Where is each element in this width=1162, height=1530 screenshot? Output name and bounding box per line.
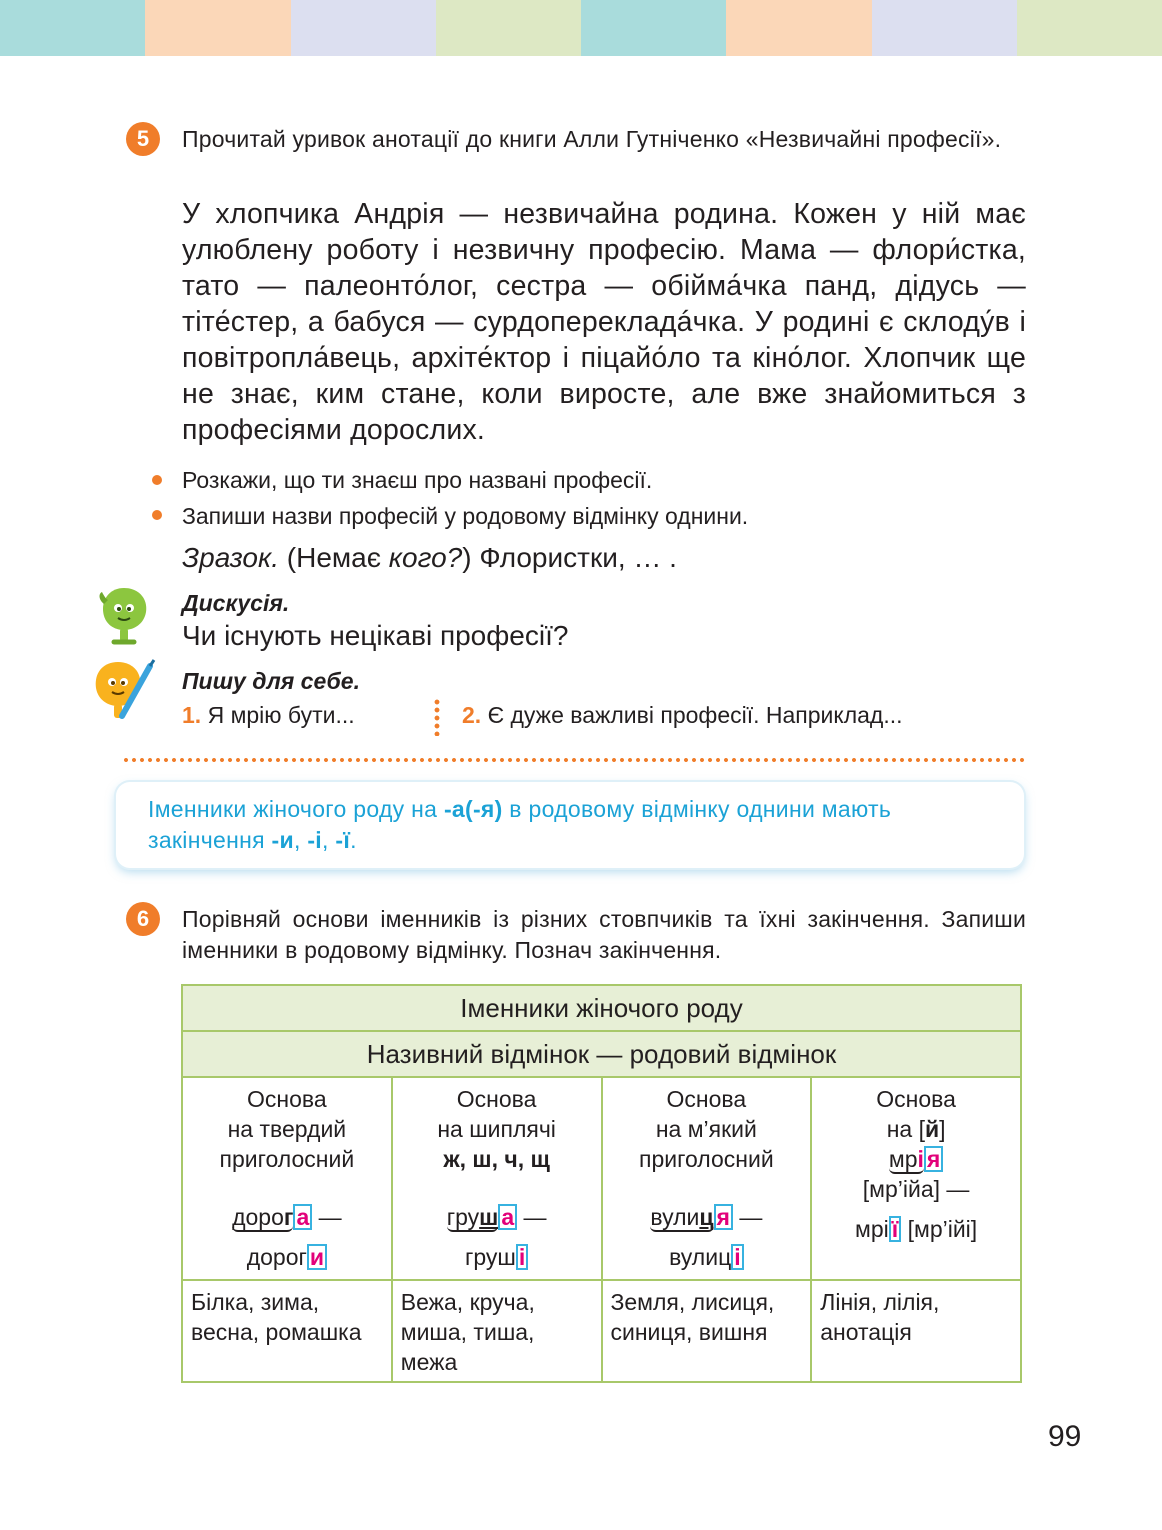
vertical-dotted-separator [434,698,440,736]
grammar-rule [148,794,1008,856]
col1-stem: доро [232,1204,284,1230]
col2-ending-box: а [498,1204,517,1230]
write-self-item-2 [462,700,1062,730]
column-soft-consonant [602,1077,812,1280]
col1-gen-ending-box: и [307,1244,327,1270]
table-subtitle: Називний відмінок — родовий відмінок [182,1031,1021,1077]
sample-label: Зразок. [182,542,279,573]
column-j-stem [811,1077,1021,1280]
yellow-mascot-pen-icon [92,658,158,724]
rule-ending-nominative: -а(-я) [443,796,503,822]
col1-line1: Основа [247,1086,327,1112]
bullet-dot-icon [152,510,162,520]
bullet-item-1: Розкажи, що ти знаєш про названі професії. [182,467,653,493]
col2-genitive-word [394,1242,600,1272]
table-title: Іменники жіночого роду [182,985,1021,1031]
rule-part-1: Іменники жіночого роду на [148,796,444,822]
col1-genitive-word [184,1242,390,1272]
annotation-excerpt: У хлопчика Андрія — незвичайна родина. Кожен у ній має улюблену роботу і незвичну професію. Мама — флори́стка, тато — палеонто́лог, сестра — обійма́чка панд, дідусь — тіте́стер, а бабуся — сурдоперекладáчка. У родині є склоду́в і повітропла́вець, архіте́ктор і піцайо́ло та кіно́лог. Хлопчик ще не знає, ким стане, коли виросте, але вже знайомиться з професіями дорослих. [182,198,1026,446]
col1-line3: приголосний [219,1146,355,1172]
color-strip-2 [145,0,290,56]
item-2-text: Є дуже важливі професії. Наприклад... [487,702,903,728]
rule-ending-1: -и [271,827,294,853]
col3-nominative-word [604,1202,810,1232]
col4-line2c: ] [939,1116,946,1142]
col3-line3: приголосний [639,1146,774,1172]
examples-col3: Земля, лисиця, синиця, вишня [602,1280,812,1382]
examples-col2: Вежа, круча, миша, тиша, межа [392,1280,602,1382]
col4-nominative-word [813,1144,1019,1174]
col1-gen-stem: дорог [246,1244,307,1270]
write-self-heading: Пишу для себе. [182,668,360,694]
column-hard-consonant [182,1077,392,1280]
col4-line2a: на [ [886,1116,925,1142]
item-1-text: Я мрію бути... [207,702,355,728]
item-1-number: 1. [182,702,202,728]
col2-line3: ж, ш, ч, щ [443,1146,550,1172]
color-strip-7 [872,0,1017,56]
color-strip-5 [581,0,726,56]
col3-gen-stem: вулиц [669,1244,732,1270]
discussion-question: Чи існують нецікаві професії? [182,620,569,651]
col1-line2: на твердий [227,1116,347,1142]
rule-sep-2: , [322,827,336,853]
item-2-number: 2. [462,702,482,728]
task-5-number-badge: 5 [126,122,160,156]
col3-line2: на м’який [655,1116,757,1142]
col2-line1: Основа [456,1086,537,1112]
col2-gen-stem: груш [464,1244,516,1270]
task-6-instruction: Порівняй основи іменників із різних стовпчиків та їхні закінчення. Запиши іменники в родовому відмінку. Познач закінчення. [182,906,1026,963]
color-strip-1 [0,0,145,56]
color-strip-6 [726,0,871,56]
col3-stem-last: ц [699,1204,714,1230]
col4-genitive-word [813,1214,1019,1244]
bullet-item-2: Запиши назви професій у родовому відмінку однини. [182,503,749,529]
col4-transcription: [мр’ійа] — [862,1176,970,1202]
grammar-table [181,984,1022,1383]
col4-gen-transcription: [мр’ійі] [901,1216,978,1242]
page-number: 99 [1048,1420,1082,1453]
col1-dash: — [312,1204,342,1230]
discussion-heading: Дискусія. [182,590,290,616]
sample-line [182,540,677,576]
sample-rest: ) Флористки, … . [462,542,677,573]
col4-stem: мр [888,1146,918,1172]
col4-stem-i: і [917,1146,924,1172]
col2-stem-last: ш [479,1204,499,1230]
rule-sep-1: , [293,827,308,853]
col4-gen-stem: мрі [855,1216,889,1242]
col2-gen-ending-box: і [516,1244,528,1270]
task-6-number-badge: 6 [126,902,160,936]
horizontal-dotted-divider [122,756,1028,764]
green-mascot-icon [96,584,152,650]
col4-ending-box: я [924,1146,943,1172]
col3-line1: Основа [666,1086,747,1112]
examples-col4: Лінія, лілія, анотація [811,1280,1021,1382]
col3-gen-ending-box: і [731,1244,743,1270]
col2-nominative-word [394,1202,600,1232]
color-strip-8 [1017,0,1162,56]
bullet-dot-icon [152,475,162,485]
col4-gen-ending-box: ї [889,1216,901,1242]
task-5-instruction: Прочитай уривок анотації до книги Алли Гутніченко «Незвичайні професії». [182,126,1002,152]
rule-end: . [350,827,357,853]
col4-line2b: й [925,1116,940,1142]
col2-line2: на шиплячі [437,1116,556,1142]
col4-line2 [813,1114,1019,1144]
col4-line1: Основа [876,1086,956,1112]
col3-ending-box: я [714,1204,733,1230]
rule-ending-3: -ї [335,827,351,853]
color-strip-3 [291,0,436,56]
column-sibilant [392,1077,602,1280]
top-color-bar [0,0,1162,56]
sample-open: (Немає [286,542,389,573]
sample-question: кого? [388,542,463,573]
col2-stem: гру [446,1204,480,1230]
col1-stem-last: г [283,1204,294,1230]
col3-genitive-word [604,1242,810,1272]
rule-ending-2: -і [307,827,322,853]
col3-dash: — [732,1204,763,1230]
col3-stem: вули [650,1204,700,1230]
col1-ending-box: а [293,1204,312,1230]
examples-col1: Білка, зима, весна, ромашка [182,1280,392,1382]
color-strip-4 [436,0,581,56]
col2-dash: — [517,1204,547,1230]
col1-nominative-word [184,1202,390,1232]
rule-part-2: в родовому відмінку однини мають закінчення [148,796,892,853]
